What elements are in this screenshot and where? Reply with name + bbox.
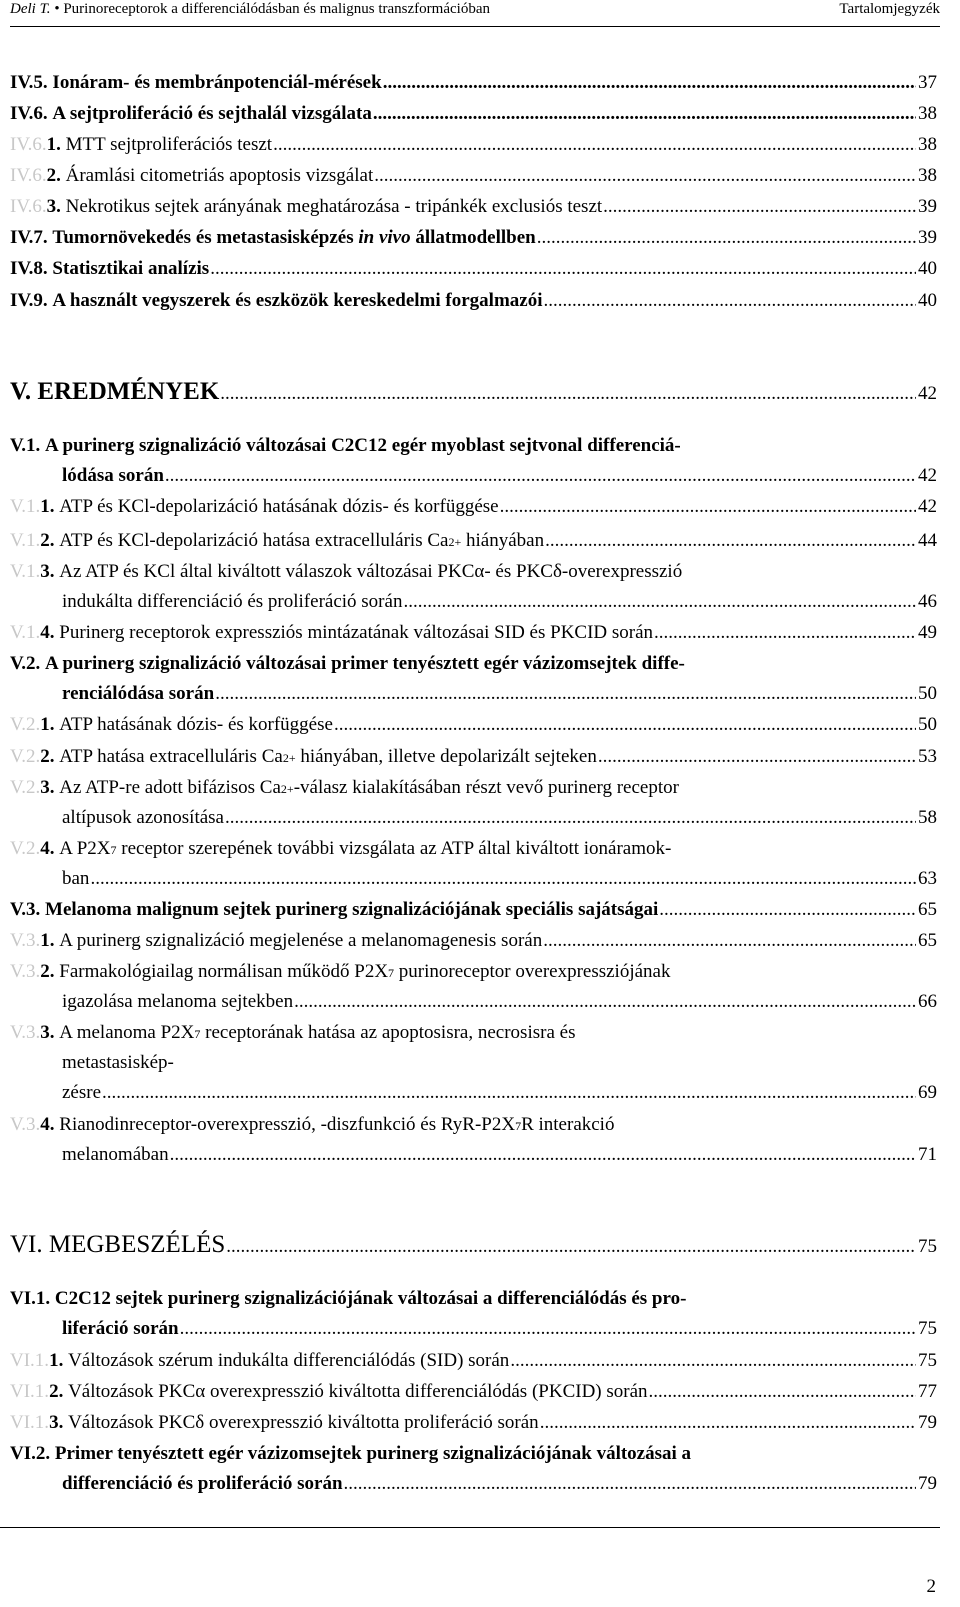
- entry-number: VI.2.: [10, 1443, 51, 1464]
- entry-page: 38: [918, 103, 937, 124]
- leader-dots: [180, 1318, 916, 1340]
- leader-dots: [403, 591, 916, 613]
- entry-title: Nekrotikus sejtek arányának meghatározása - tripánkék exclusiós teszt: [65, 196, 603, 217]
- entry-page: 40: [918, 290, 937, 311]
- entry-prefix: IV.6.: [10, 134, 47, 155]
- entry-prefix: V.3.: [10, 961, 41, 982]
- entry-prefix: V.2.: [10, 777, 41, 798]
- entry-page: 65: [918, 899, 937, 920]
- entry-title: Változások PKCδ overexpresszió kiváltotta proliferáció során: [68, 1412, 539, 1433]
- entry-title: Az ATP-re adott bifázisos Ca: [59, 777, 281, 798]
- entry-title-end: -válasz kialakításában részt vevő purinerg receptor: [293, 777, 679, 798]
- entry-number: IV.8.: [10, 258, 48, 279]
- entry-number: IV.6.: [10, 103, 48, 124]
- entry-number: 4.: [40, 622, 55, 643]
- toc-entry-iv6[interactable]: [10, 103, 937, 125]
- entry-title: A P2X: [59, 838, 111, 859]
- leader-dots: [598, 746, 916, 768]
- entry-number: V.1.: [10, 435, 41, 456]
- entry-title-cont: indukálta differenciáció és proliferáció során: [62, 591, 403, 612]
- entry-page: 79: [918, 1473, 937, 1494]
- entry-page: 71: [918, 1144, 937, 1165]
- entry-title-end: R interakció: [521, 1114, 615, 1135]
- entry-title: Tumornövekedés és metastasisképzés: [52, 227, 354, 248]
- entry-title-cont: melanomában: [62, 1144, 169, 1165]
- running-title: [10, 0, 490, 18]
- entry-prefix: IV.6.: [10, 196, 47, 217]
- toc-entry-iv7[interactable]: [10, 227, 937, 249]
- entry-page: 53: [918, 746, 937, 767]
- leader-dots: [383, 72, 916, 94]
- entry-page: 49: [918, 622, 937, 643]
- entry-page: 58: [918, 807, 937, 828]
- entry-prefix: V.3.: [10, 930, 41, 951]
- toc-entry-v3-4[interactable]: V.3. 4. Rianodinreceptor-overexpresszió, -diszfunkció és RyR-P2X 7 R interakció melanomában ..... 71: [10, 1114, 937, 1166]
- entry-prefix: V.1.: [10, 622, 41, 643]
- entry-title-cont: lódása során: [62, 465, 164, 486]
- entry-number: 1.: [46, 134, 61, 155]
- entry-page: 38: [918, 134, 937, 155]
- leader-dots: [654, 622, 916, 644]
- toc-entry-v1-1[interactable]: [10, 496, 937, 518]
- entry-title: Az ATP és KCl által kiváltott válaszok változásai PKCα- és PKCδ-overexpresszió: [59, 561, 683, 582]
- entry-number: 3.: [40, 561, 55, 582]
- entry-page: 50: [918, 683, 937, 704]
- entry-title-cont: metastasiskép-: [62, 1052, 174, 1073]
- toc-entry-iv5[interactable]: [10, 72, 937, 94]
- entry-number: 4.: [40, 838, 55, 859]
- toc-entry-v1-4[interactable]: [10, 622, 937, 644]
- entry-title-italic: in vivo: [358, 227, 411, 248]
- entry-title-end: purinoreceptor overexpressziójának: [398, 961, 671, 982]
- toc-entry-v2-3[interactable]: V.2. 3. Az ATP-re adott bifázisos Ca 2+ -válasz kialakításában részt vevő purinerg receptor altípusok azonosítása ..... 58: [10, 777, 937, 829]
- leader-dots: [510, 1350, 916, 1372]
- entry-title: C2C12 sejtek purinerg szignalizációjának változásai a differenciálódás és pro-: [54, 1288, 687, 1309]
- entry-number: 2.: [46, 165, 61, 186]
- header-author: Deli T.: [10, 1, 51, 17]
- entry-page: 50: [918, 714, 937, 735]
- toc-entry-vi1-1[interactable]: [10, 1350, 937, 1372]
- entry-page: 42: [918, 465, 937, 486]
- entry-prefix: VI.1.: [10, 1381, 50, 1402]
- entry-title: Ionáram- és membránpotenciál-mérések: [52, 72, 382, 93]
- entry-title: ATP és KCl-depolarizáció hatása extracelluláris Ca: [59, 530, 449, 551]
- entry-title-cont: renciálódása során: [62, 683, 215, 704]
- leader-dots: [102, 1082, 916, 1104]
- entry-title-cont: igazolása melanoma sejtekben: [62, 991, 294, 1012]
- entry-title-cont: differenciáció és proliferáció során: [62, 1473, 343, 1494]
- entry-prefix: V.2.: [10, 838, 41, 859]
- leader-dots: [170, 1144, 916, 1166]
- toc-entry-v2-2[interactable]: V.2. 2. ATP hatása extracelluláris Ca 2+ hiányában, illetve depolarizált sejteken ..... 53: [10, 746, 937, 768]
- entry-number: 2.: [40, 961, 55, 982]
- leader-dots: [225, 807, 916, 829]
- entry-number: V.3.: [10, 899, 41, 920]
- entry-title: A purinerg szignalizáció megjelenése a melanomagenesis során: [59, 930, 543, 951]
- entry-prefix: V.1.: [10, 561, 41, 582]
- toc-entry-v2-4[interactable]: V.2. 4. A P2X 7 receptor szerepének további vizsgálata az ATP által kiváltott ionáramok- ban ..... 63: [10, 838, 937, 890]
- entry-page: 37: [918, 72, 937, 93]
- header-section: Tartalomjegyzék: [839, 1, 940, 17]
- leader-dots: [215, 683, 916, 705]
- entry-number: IV.9.: [10, 290, 48, 311]
- entry-prefix: V.2.: [10, 714, 41, 735]
- leader-dots: [540, 1412, 916, 1434]
- entry-title-end: receptor szerepének további vizsgálata az ATP által kiváltott ionáramok-: [121, 838, 672, 859]
- entry-page: 65: [918, 930, 937, 951]
- leader-dots: [374, 165, 916, 187]
- toc-entry-iv6-2[interactable]: [10, 165, 937, 187]
- entry-page: 42: [918, 383, 937, 404]
- leader-dots: [226, 1233, 916, 1261]
- entry-number: 3.: [40, 1022, 55, 1043]
- entry-title: MTT sejtproliferációs teszt: [65, 134, 273, 155]
- entry-number: 4.: [40, 1114, 55, 1135]
- entry-title: Purinerg receptorok expressziós mintázatának változásai SID és PKCID során: [59, 622, 654, 643]
- page-number: 2: [926, 1576, 936, 1597]
- page-header: [10, 0, 940, 26]
- toc-entry-v1[interactable]: [10, 435, 937, 487]
- entry-title: A melanoma P2X: [59, 1022, 195, 1043]
- entry-number: 1.: [40, 714, 55, 735]
- entry-number: 2.: [40, 746, 55, 767]
- leader-dots: [273, 134, 916, 156]
- entry-title-cont: ban: [62, 868, 90, 889]
- toc-chapter-v[interactable]: [10, 378, 937, 408]
- entry-prefix: V.1.: [10, 496, 41, 517]
- entry-title: Áramlási citometriás apoptosis vizsgálat: [65, 165, 374, 186]
- leader-dots: [603, 196, 916, 218]
- entry-title: ATP hatása extracelluláris Ca: [59, 746, 283, 767]
- entry-number: 1.: [49, 1350, 64, 1371]
- entry-title-cont: altípusok azonosítása: [62, 807, 224, 828]
- leader-dots: [165, 465, 916, 487]
- entry-title: Rianodinreceptor-overexpresszió, -diszfunkció és RyR-P2X: [59, 1114, 516, 1135]
- toc-entry-v2[interactable]: [10, 653, 937, 705]
- entry-page: 40: [918, 258, 937, 279]
- leader-dots: [545, 530, 916, 552]
- entry-page: 44: [918, 530, 937, 551]
- entry-title: Farmakológiailag normálisan működő P2X: [59, 961, 389, 982]
- entry-title-end: állatmodellben: [415, 227, 536, 248]
- leader-dots: [334, 714, 916, 736]
- entry-page: 79: [918, 1412, 937, 1433]
- entry-title: ATP és KCl-depolarizáció hatásának dózis- és korfüggése: [59, 496, 499, 517]
- toc-entry-vi1-3[interactable]: [10, 1412, 937, 1434]
- entry-prefix: VI.1.: [10, 1350, 50, 1371]
- entry-page: 42: [918, 496, 937, 517]
- entry-title: Primer tenyésztett egér vázizomsejtek purinerg szignalizációjának változásai a: [54, 1443, 692, 1464]
- leader-dots: [373, 103, 916, 125]
- entry-title: Változások PKCα overexpresszió kiváltotta differenciálódás (PKCID) során: [68, 1381, 648, 1402]
- entry-prefix: V.1.: [10, 530, 41, 551]
- chapter-title: VI. MEGBESZÉLÉS: [10, 1231, 226, 1258]
- entry-page: 75: [918, 1350, 937, 1371]
- entry-number: 1.: [40, 930, 55, 951]
- header-rule: [10, 26, 940, 27]
- entry-title: A purinerg szignalizáció változásai C2C12 egér myoblast sejtvonal differenciá-: [45, 435, 681, 456]
- leader-dots: [659, 899, 916, 921]
- entry-title: Statisztikai analízis: [52, 258, 210, 279]
- toc-entry-v3-3[interactable]: V.3. 3. A melanoma P2X 7 receptorának hatása az apoptosisra, necrosisra és metastasiskép- zésre ..... 69: [10, 1022, 937, 1104]
- entry-title-cont: liferáció során: [62, 1318, 179, 1339]
- entry-title-cont: zésre: [62, 1082, 102, 1103]
- chapter-title: V. EREDMÉNYEK: [10, 378, 220, 405]
- entry-prefix: IV.6.: [10, 165, 47, 186]
- entry-number: 3.: [40, 777, 55, 798]
- leader-dots: [500, 496, 916, 518]
- entry-page: 75: [918, 1236, 937, 1257]
- toc-entry-v3-2[interactable]: V.3. 2. Farmakológiailag normálisan működő P2X 7 purinoreceptor overexpressziójának igazolása melanoma sejtekben ..... 66: [10, 961, 937, 1013]
- entry-number: 3.: [46, 196, 61, 217]
- toc-entry-iv6-1[interactable]: [10, 134, 937, 156]
- leader-dots: [220, 380, 916, 408]
- toc-entry-v1-3[interactable]: [10, 561, 937, 613]
- leader-dots: [543, 930, 916, 952]
- entry-page: 77: [918, 1381, 937, 1402]
- leader-dots: [344, 1473, 916, 1495]
- entry-number: VI.1.: [10, 1288, 51, 1309]
- toc-entry-iv8[interactable]: [10, 258, 937, 280]
- entry-page: 63: [918, 868, 937, 889]
- entry-page: 66: [918, 991, 937, 1012]
- entry-title: A sejtproliferáció és sejthalál vizsgálata: [52, 103, 372, 124]
- entry-number: IV.7.: [10, 227, 48, 248]
- entry-number: 1.: [40, 496, 55, 517]
- toc-entry-iv6-3[interactable]: [10, 196, 937, 218]
- entry-page: 38: [918, 165, 937, 186]
- header-title: Purinoreceptorok a differenciálódásban és malignus transzformációban: [63, 1, 490, 17]
- entry-number: 2.: [40, 530, 55, 551]
- toc-entry-vi1[interactable]: [10, 1288, 937, 1340]
- footer-rule: [0, 1527, 940, 1528]
- entry-title-end: receptorának hatása az apoptosisra, necrosisra és: [205, 1022, 576, 1043]
- toc-entry-vi2[interactable]: [10, 1443, 937, 1495]
- entry-number: IV.5.: [10, 72, 48, 93]
- toc-chapter-vi[interactable]: [10, 1231, 937, 1261]
- entry-page: 75: [918, 1318, 937, 1339]
- entry-title: Változások szérum indukálta differenciálódás (SID) során: [68, 1350, 510, 1371]
- entry-number: V.2.: [10, 653, 41, 674]
- leader-dots: [543, 290, 916, 312]
- entry-page: 39: [918, 227, 937, 248]
- leader-dots: [90, 868, 916, 890]
- entry-prefix: VI.1.: [10, 1412, 50, 1433]
- toc-entry-v3-1[interactable]: [10, 930, 937, 952]
- toc-entry-v1-2[interactable]: V.1. 2. ATP és KCl-depolarizáció hatása extracelluláris Ca 2+ hiányában ..... 44: [10, 530, 937, 552]
- entry-number: 2.: [49, 1381, 64, 1402]
- entry-title: Melanoma malignum sejtek purinerg szignalizációjának speciális sajátságai: [45, 899, 659, 920]
- entry-page: 46: [918, 591, 937, 612]
- toc-entry-v2-1[interactable]: [10, 714, 937, 736]
- entry-title-end: hiányában, illetve depolarizált sejteken: [300, 746, 597, 767]
- toc-entry-v3[interactable]: [10, 899, 937, 921]
- entry-title-end: hiányában: [466, 530, 545, 551]
- entry-prefix: V.2.: [10, 746, 41, 767]
- leader-dots: [537, 227, 916, 249]
- leader-dots: [649, 1381, 916, 1403]
- entry-prefix: V.3.: [10, 1022, 41, 1043]
- entry-page: 69: [918, 1082, 937, 1103]
- entry-title: ATP hatásának dózis- és korfüggése: [59, 714, 333, 735]
- toc-entry-iv9[interactable]: [10, 290, 937, 312]
- header-bullet: •: [54, 1, 60, 17]
- toc-entry-vi1-2[interactable]: [10, 1381, 937, 1403]
- entry-title: A purinerg szignalizáció változásai primer tenyésztett egér vázizomsejtek diffe-: [45, 653, 685, 674]
- leader-dots: [294, 991, 916, 1013]
- entry-prefix: V.3.: [10, 1114, 41, 1135]
- entry-number: 3.: [49, 1412, 64, 1433]
- entry-title: A használt vegyszerek és eszközök kereskedelmi forgalmazói: [52, 290, 543, 311]
- leader-dots: [210, 258, 916, 280]
- entry-page: 39: [918, 196, 937, 217]
